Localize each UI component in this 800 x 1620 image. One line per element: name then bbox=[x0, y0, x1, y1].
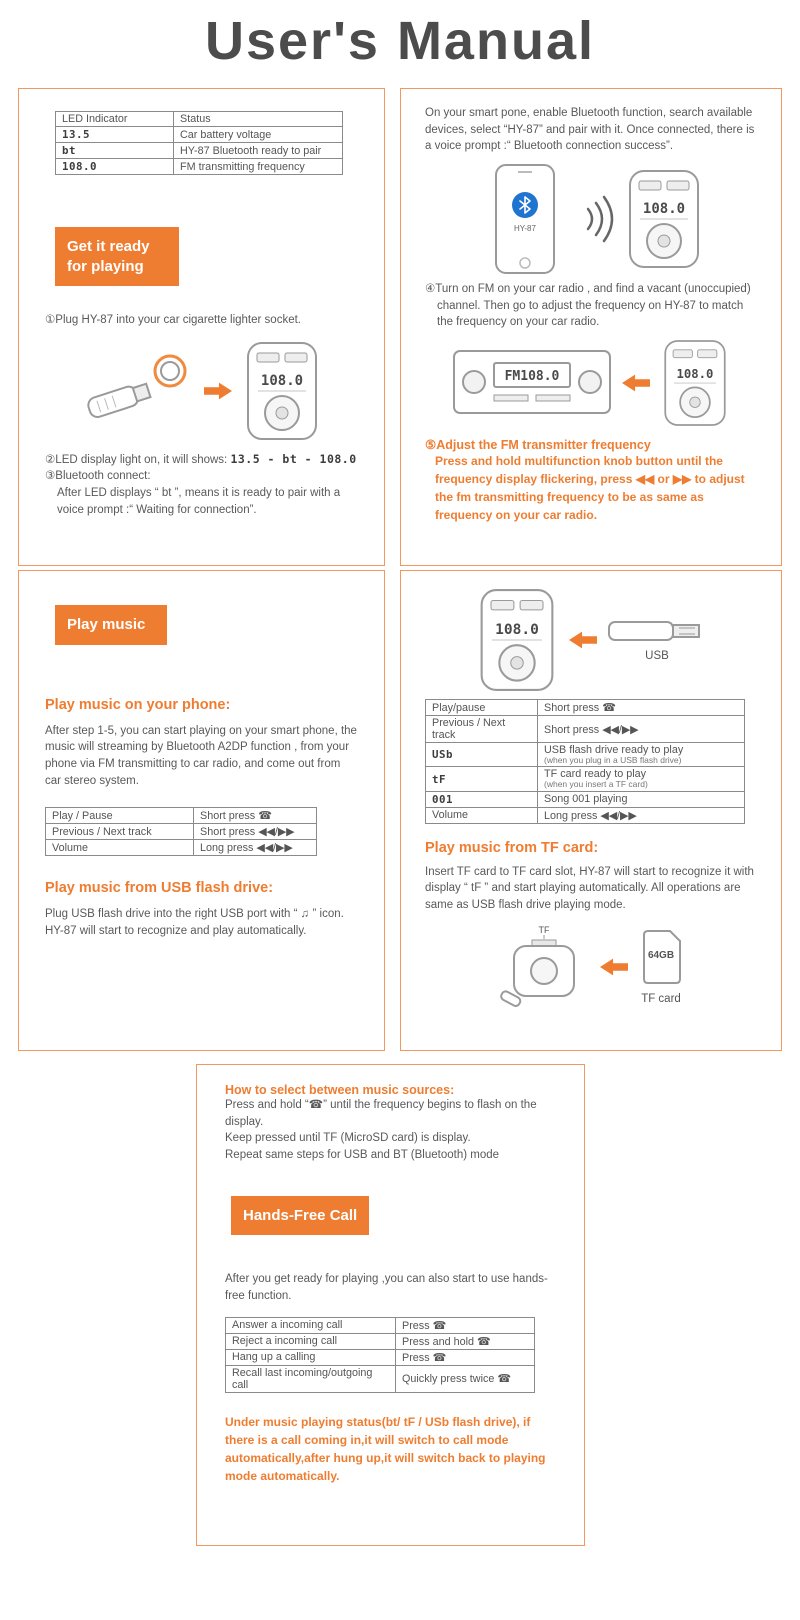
hy87-tf-slot-illustration bbox=[498, 924, 590, 1010]
plug-in-figure bbox=[45, 337, 358, 445]
step-1-text: ①Plug HY-87 into your car cigarette lighter socket. bbox=[45, 314, 301, 326]
usb-flash-drive-illustration bbox=[607, 619, 707, 643]
source-select-line-3: Repeat same steps for USB and BT (Bluetooth) mode bbox=[225, 1149, 500, 1162]
status-value: TF card ready to play bbox=[544, 768, 647, 781]
pairing-intro-text: On your smart pone, enable Bluetooth function, search available devices, select “HY-87” and pair with it. Once connected, there is a voice prompt :“ Bluetooth connection success”. bbox=[425, 107, 755, 153]
how-cell: Quickly press twice ☎ bbox=[396, 1365, 535, 1392]
how-cell: Long press ◀◀/▶▶ bbox=[194, 840, 317, 856]
step-5-body: Press and hold multifunction knob button until the frequency display flickering, press ◀◀ or ▶▶ to adjust the fm transmitting frequency to be as same as frequency on your car radio. bbox=[435, 454, 745, 523]
arrow-left-icon bbox=[622, 374, 650, 392]
how-cell: Press and hold ☎ bbox=[396, 1333, 535, 1349]
led-table-header-status: Status bbox=[174, 112, 343, 127]
tf-card-size-label: 64GB bbox=[647, 950, 675, 962]
section-banner-get-ready: Get it ready for playing bbox=[55, 227, 179, 286]
panel-hands-free bbox=[196, 1064, 585, 1546]
hy87-device-illustration bbox=[475, 588, 559, 692]
how-cell: Short press ◀◀/▶▶ bbox=[538, 716, 745, 743]
how-cell: Short press ◀◀/▶▶ bbox=[194, 824, 317, 840]
table-row bbox=[426, 716, 745, 743]
arrow-right-icon bbox=[204, 382, 232, 400]
how-cell bbox=[538, 743, 745, 767]
table-row bbox=[426, 700, 745, 716]
led-status: FM transmitting frequency bbox=[174, 159, 343, 175]
action-cell: Reject a incoming call bbox=[226, 1333, 396, 1349]
led-status-table bbox=[55, 111, 343, 175]
action-cell: Hang up a calling bbox=[226, 1349, 396, 1365]
phone-playback-table bbox=[45, 807, 317, 856]
tf-card-group bbox=[638, 928, 684, 1005]
action-cell: Previous / Next track bbox=[46, 824, 194, 840]
step-5-head: ⑤Adjust the FM transmitter frequency bbox=[425, 438, 651, 453]
play-usb-text: Plug USB flash drive into the right USB port with “ ♫ ” icon. HY-87 will start to recognize and play automatically. bbox=[45, 908, 344, 937]
table-row bbox=[46, 840, 317, 856]
step-2-text bbox=[45, 451, 358, 469]
phone-pairing-figure bbox=[425, 163, 757, 275]
panel-get-ready bbox=[18, 88, 385, 566]
table-row bbox=[426, 743, 745, 767]
step-3-body: After LED displays “ bt ”, means it is ready to pair with a voice prompt :“ Waiting for connection”. bbox=[57, 487, 341, 516]
table-row bbox=[56, 143, 343, 159]
panel-usb-tf bbox=[400, 570, 782, 1051]
usb-stick-group bbox=[607, 619, 707, 662]
led-value: 13.5 bbox=[56, 127, 174, 143]
smartphone-illustration bbox=[478, 163, 574, 275]
play-phone-heading: Play music on your phone: bbox=[45, 696, 231, 713]
tf-card-illustration bbox=[638, 928, 684, 986]
usb-tf-status-table bbox=[425, 699, 745, 824]
page-title: User's Manual bbox=[205, 11, 595, 71]
table-row bbox=[46, 808, 317, 824]
hands-free-intro: After you get ready for playing ,you can also start to use hands-free function. bbox=[225, 1273, 548, 1302]
step-3-head: ③Bluetooth connect: bbox=[45, 470, 151, 483]
table-row bbox=[426, 791, 745, 807]
source-select-line-2: Keep pressed until TF (MicroSD card) is display. bbox=[225, 1132, 471, 1145]
table-row bbox=[226, 1349, 535, 1365]
how-cell: Long press ◀◀/▶▶ bbox=[538, 807, 745, 823]
action-cell: Recall last incoming/outgoing call bbox=[226, 1365, 396, 1392]
table-row bbox=[426, 767, 745, 791]
play-tf-heading: Play music from TF card: bbox=[425, 839, 599, 856]
tf-card-caption: TF card bbox=[641, 993, 681, 1006]
car-radio-illustration bbox=[452, 343, 612, 423]
tf-insert-figure bbox=[425, 922, 757, 1012]
action-cell: Volume bbox=[46, 840, 194, 856]
how-cell: Short press ☎ bbox=[538, 700, 745, 716]
tf-slot-label: TF bbox=[538, 924, 550, 935]
source-select-line-1: Press and hold “☎” until the frequency begins to flash on the display. bbox=[225, 1099, 537, 1128]
action-cell: Previous / Next track bbox=[426, 716, 538, 743]
table-row bbox=[56, 112, 343, 127]
led-table-header-indicator: LED Indicator bbox=[56, 112, 174, 127]
step-4-text: ④Turn on FM on your car radio , and find a vacant (unoccupied) channel. Then go to adjust the frequency on HY-87 to match the frequency on your car radio. bbox=[425, 283, 751, 329]
action-cell: Volume bbox=[426, 807, 538, 823]
cigarette-lighter-illustration bbox=[82, 345, 194, 437]
how-cell bbox=[538, 767, 745, 791]
table-row bbox=[56, 127, 343, 143]
play-phone-text: After step 1-5, you can start playing on your smart phone, the music will streaming by Bluetooth A2DP function , from your phone via FM transmitting to car radio, and come out from car stereo system. bbox=[45, 724, 357, 787]
table-row bbox=[226, 1317, 535, 1333]
car-radio-figure bbox=[425, 337, 757, 429]
action-cell: Play / Pause bbox=[46, 808, 194, 824]
led-status: Car battery voltage bbox=[174, 127, 343, 143]
play-tf-text: Insert TF card to TF card slot, HY-87 will start to recognize it with display “ tF ” and start playing automatically. All operations are same as USB flash drive playing mode. bbox=[425, 865, 754, 912]
radio-display-text: FM108.0 bbox=[504, 369, 560, 385]
usb-insert-figure bbox=[425, 585, 757, 695]
how-cell: Press ☎ bbox=[396, 1349, 535, 1365]
panel-bluetooth-pairing bbox=[400, 88, 782, 566]
table-row bbox=[426, 807, 745, 823]
how-cell: Press ☎ bbox=[396, 1317, 535, 1333]
arrow-left-icon bbox=[600, 958, 628, 976]
signal-waves-icon bbox=[584, 187, 614, 251]
source-select-heading: How to select between music sources: bbox=[225, 1083, 455, 1097]
hy87-device-illustration bbox=[624, 169, 704, 269]
socket-ring-icon bbox=[155, 356, 185, 386]
status-note: (when you plug in a USB flash drive) bbox=[544, 755, 682, 765]
table-row bbox=[226, 1333, 535, 1349]
display-code-cell: USb bbox=[426, 743, 538, 767]
hy87-device-illustration bbox=[242, 341, 322, 441]
how-cell: Song 001 playing bbox=[538, 791, 745, 807]
table-row bbox=[46, 824, 317, 840]
step-2-led-values: 13.5 - bt - 108.0 bbox=[230, 451, 357, 466]
table-row bbox=[56, 159, 343, 175]
led-value: 108.0 bbox=[56, 159, 174, 175]
status-value: USB flash drive ready to play bbox=[544, 744, 684, 756]
table-row bbox=[226, 1365, 535, 1392]
step-2-prefix: ②LED display light on, it will shows: bbox=[45, 453, 231, 466]
led-value: bt bbox=[56, 143, 174, 159]
panel-play-music bbox=[18, 570, 385, 1051]
play-usb-heading: Play music from USB flash drive: bbox=[45, 880, 274, 897]
display-code-cell: tF bbox=[426, 767, 538, 791]
usb-caption: USB bbox=[645, 649, 669, 662]
hy87-device-illustration bbox=[660, 339, 730, 427]
led-status: HY-87 Bluetooth ready to pair bbox=[174, 143, 343, 159]
display-code-cell: 001 bbox=[426, 791, 538, 807]
action-cell: Play/pause bbox=[426, 700, 538, 716]
section-banner-play-music: Play music bbox=[55, 605, 167, 645]
status-note: (when you insert a TF card) bbox=[544, 779, 648, 790]
action-cell: Answer a incoming call bbox=[226, 1317, 396, 1333]
call-mode-warning: Under music playing status(bt/ tF / USb flash drive), if there is a call coming in,it will switch to call mode automatically,after hung up,it will switch back to playing mode automatically. bbox=[225, 1414, 546, 1483]
phone-screen-label: HY-87 bbox=[514, 224, 536, 234]
section-banner-hands-free: Hands-Free Call bbox=[231, 1196, 369, 1236]
arrow-left-icon bbox=[569, 631, 597, 649]
hands-free-table bbox=[225, 1317, 535, 1393]
how-cell: Short press ☎ bbox=[194, 808, 317, 824]
